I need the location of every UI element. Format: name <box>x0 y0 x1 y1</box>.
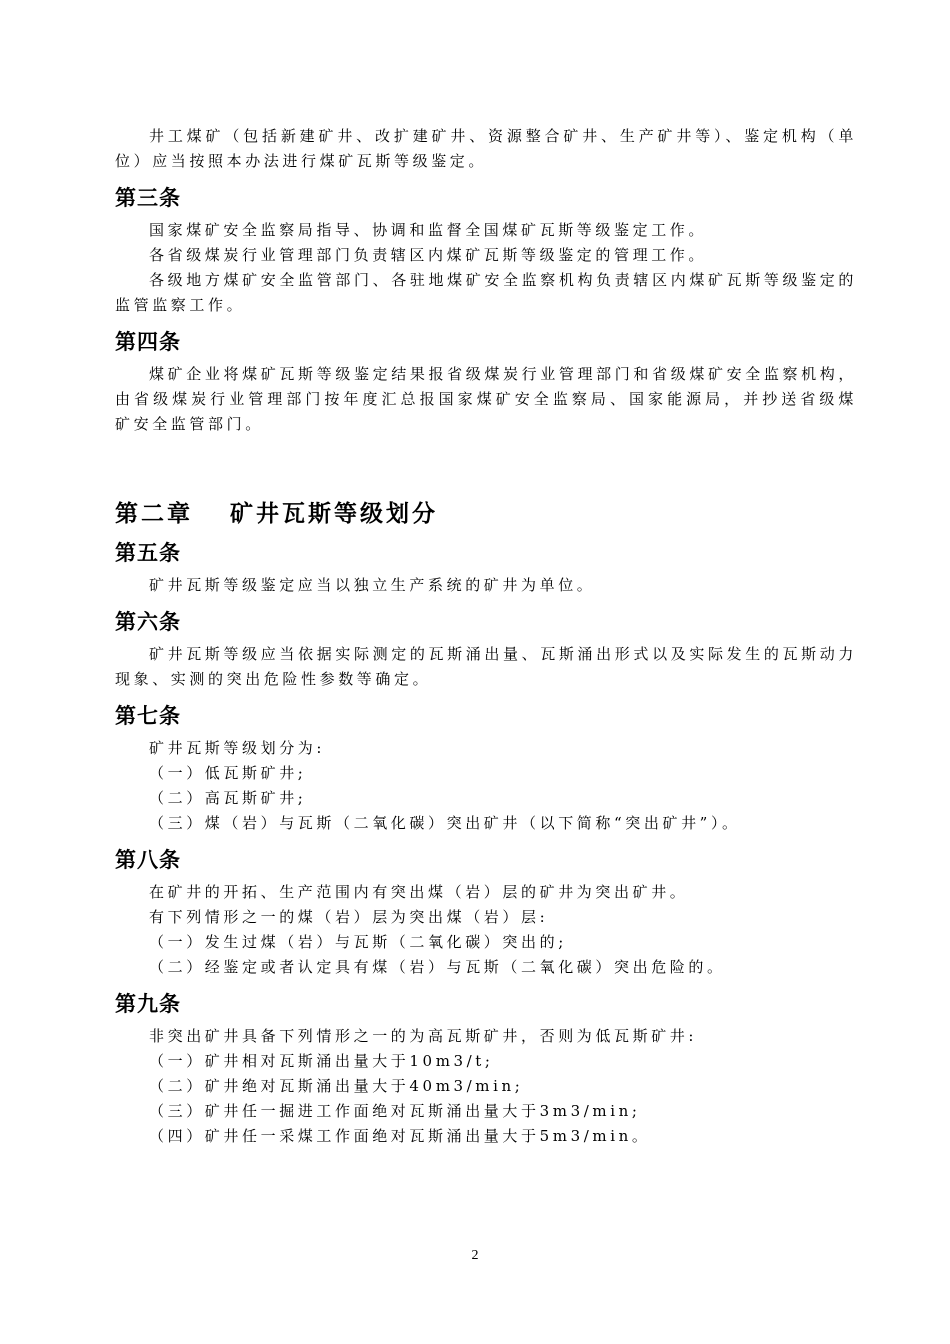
intro-paragraph: 井工煤矿（包括新建矿井、改扩建矿井、资源整合矿井、生产矿井等）、鉴定机构（单位）应当按照本办法进行煤矿瓦斯等级鉴定。 <box>115 127 857 170</box>
article-4-heading: 第四条 <box>115 330 181 354</box>
page-number: 2 <box>471 1248 479 1263</box>
article-7-list-item: （一）低瓦斯矿井; <box>149 764 307 782</box>
article-6-heading: 第六条 <box>115 610 181 634</box>
article-4-paragraph: 煤矿企业将煤矿瓦斯等级鉴定结果报省级煤炭行业管理部门和省级煤矿安全监察机构，由省级煤炭行业管理部门按年度汇总报国家煤矿安全监察局、国家能源局，并抄送省级煤矿安全监管部门。 <box>115 365 857 433</box>
article-9-list-item: （四）矿井任一采煤工作面绝对瓦斯涌出量大于5m3/min。 <box>149 1127 651 1145</box>
article-3-heading: 第三条 <box>115 186 181 210</box>
article-8-heading: 第八条 <box>115 848 181 872</box>
article-5-heading: 第五条 <box>115 541 181 565</box>
article-7-list-item: （二）高瓦斯矿井; <box>149 789 307 807</box>
article-9-heading: 第九条 <box>115 992 181 1016</box>
article-8-paragraph: 有下列情形之一的煤（岩）层为突出煤（岩）层: <box>149 908 549 926</box>
article-8-list-item: （一）发生过煤（岩）与瓦斯（二氧化碳）突出的; <box>149 933 567 951</box>
article-8-list-item: （二）经鉴定或者认定具有煤（岩）与瓦斯（二氧化碳）突出危险的。 <box>149 958 726 976</box>
chapter-heading: 第二章 矿井瓦斯等级划分 <box>115 501 439 527</box>
article-6-paragraph: 矿井瓦斯等级应当依据实际测定的瓦斯涌出量、瓦斯涌出形式以及实际发生的瓦斯动力现象、实测的突出危险性参数等确定。 <box>115 645 857 688</box>
article-3-paragraph: 各级地方煤矿安全监管部门、各驻地煤矿安全监察机构负责辖区内煤矿瓦斯等级鉴定的监管监察工作。 <box>115 271 857 314</box>
page-content <box>115 124 857 1149</box>
article-9-list-item: （一）矿井相对瓦斯涌出量大于10m3/t; <box>149 1052 494 1070</box>
article-9-list-item: （二）矿井绝对瓦斯涌出量大于40m3/min; <box>149 1077 524 1095</box>
article-9-list-item: （三）矿井任一掘进工作面绝对瓦斯涌出量大于3m3/min; <box>149 1102 641 1120</box>
article-7-list-item: （三）煤（岩）与瓦斯（二氧化碳）突出矿井（以下简称“突出矿井”）。 <box>149 814 741 832</box>
article-7-heading: 第七条 <box>115 704 181 728</box>
article-9-lead: 非突出矿井具备下列情形之一的为高瓦斯矿井，否则为低瓦斯矿井: <box>149 1027 698 1045</box>
article-3-paragraph: 国家煤矿安全监察局指导、协调和监督全国煤矿瓦斯等级鉴定工作。 <box>149 221 708 239</box>
article-3-paragraph: 各省级煤炭行业管理部门负责辖区内煤矿瓦斯等级鉴定的管理工作。 <box>149 246 708 264</box>
article-7-lead: 矿井瓦斯等级划分为: <box>149 739 326 757</box>
article-8-paragraph: 在矿井的开拓、生产范围内有突出煤（岩）层的矿井为突出矿井。 <box>149 883 689 901</box>
article-5-paragraph: 矿井瓦斯等级鉴定应当以独立生产系统的矿井为单位。 <box>149 576 596 594</box>
